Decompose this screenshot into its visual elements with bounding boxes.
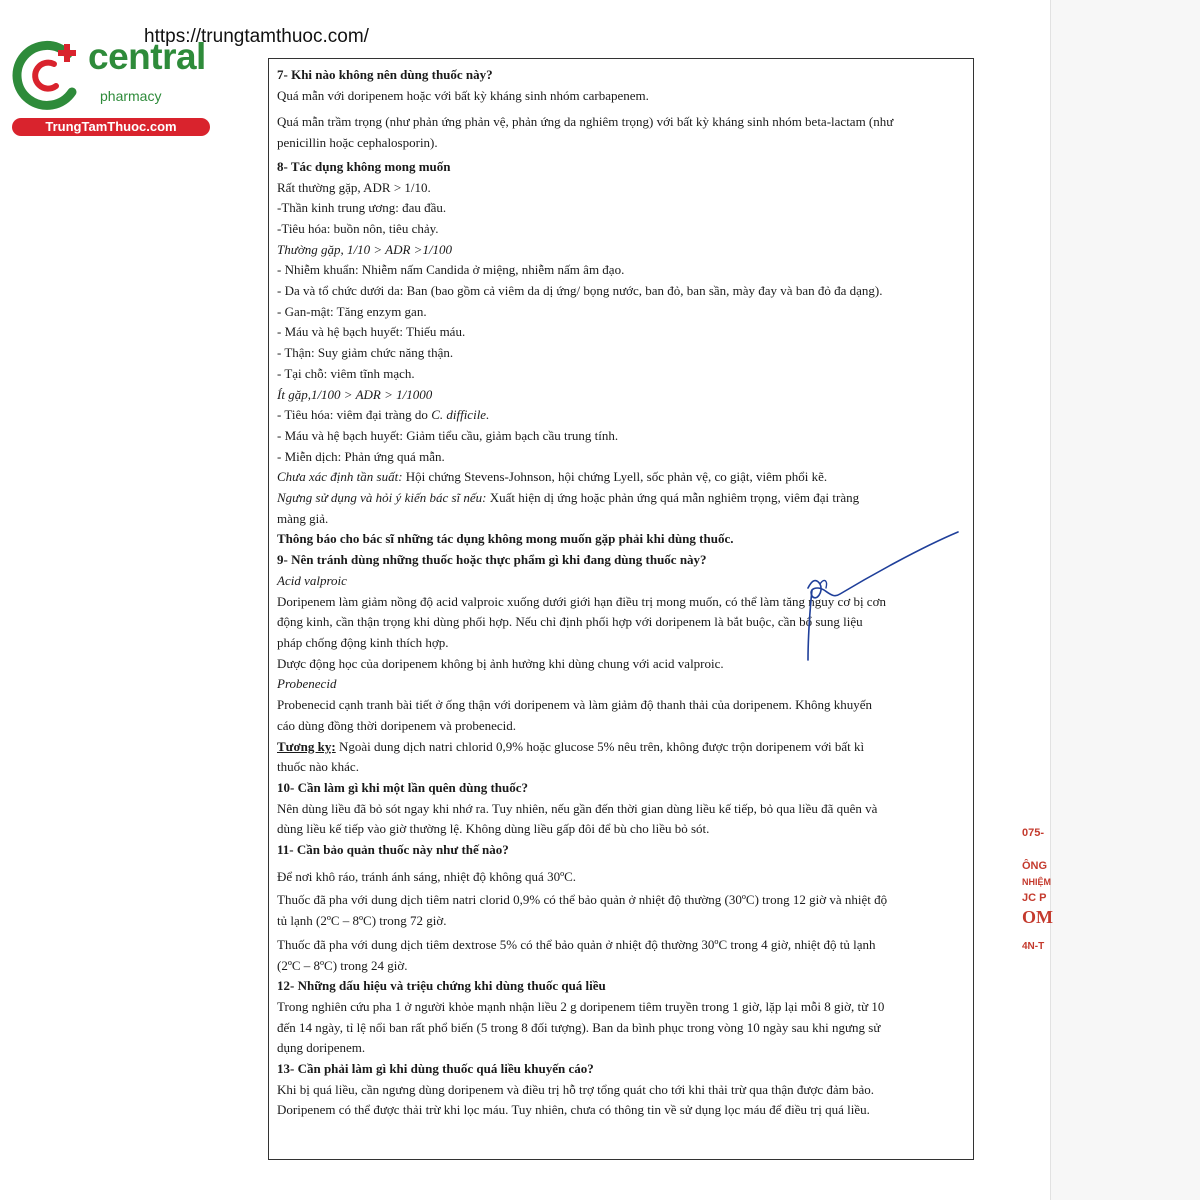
label: Ngưng sử dụng và hỏi ý kiến bác sĩ nếu: [277, 490, 487, 506]
paragraph: pháp chống động kinh thích hợp. [277, 634, 449, 650]
section-7-title: 7- Khi nào không nên dùng thuốc này? [277, 67, 493, 82]
item-text: - Tiêu hóa: viêm đại tràng do [277, 407, 432, 423]
paragraph: dụng doripenem. [277, 1040, 366, 1056]
organism-name: C. difficile. [431, 407, 490, 423]
list-item: - Gan-mật: Tăng enzym gan. [277, 303, 427, 319]
paragraph: đến 14 ngày, tỉ lệ nổi ban rất phổ biến (5 trong 8 đối tượng). Ban da bình phục trong vòng 10 ngày sau khi ngưng sử [277, 1019, 881, 1035]
section-12-title: 12- Những dấu hiệu và triệu chứng khi dùng thuốc quá liều [277, 978, 606, 994]
paragraph: Quá mẫn trầm trọng (như phản ứng phản vệ, phản ứng da nghiêm trọng) với bất kỳ kháng sinh nhóm beta-lactam (như [277, 114, 894, 130]
list-item: - Máu và hệ bạch huyết: Thiếu máu. [277, 324, 466, 340]
paragraph: Thuốc đã pha với dung dịch tiêm natri clorid 0,9% có thể bảo quản ở nhiệt độ thường (30ºC) trong 12 giờ và nhiệt độ [277, 892, 888, 908]
frequency-heading: Rất thường gặp, ADR > 1/10. [277, 179, 431, 195]
logo-subtitle: pharmacy [100, 88, 162, 104]
stamp-text: OM [1022, 907, 1053, 927]
source-url[interactable]: https://trungtamthuoc.com/ [144, 26, 369, 47]
section-11-title: 11- Cần bảo quản thuốc này như thế nào? [277, 842, 509, 858]
paragraph [277, 488, 965, 509]
paragraph: Quá mẫn với doripenem hoặc với bất kỳ kháng sinh nhóm carbapenem. [277, 87, 649, 103]
frequency-heading: Thường gặp, 1/10 > ADR >1/100 [277, 241, 453, 257]
list-item: - Thận: Suy giảm chức năng thận. [277, 345, 454, 361]
label: Tương kỵ: [277, 738, 336, 754]
text: Hội chứng Stevens-Johnson, hội chứng Lyell, sốc phản vệ, co giật, viêm phổi kẽ. [402, 469, 828, 485]
logo-site-badge: TrungTamThuoc.com [12, 118, 210, 136]
paragraph: Doripenem có thể được thải trừ khi lọc máu. Tuy nhiên, chưa có thông tin về sử dụng lọc máu để điều trị quá liều. [277, 1102, 870, 1118]
list-item: -Tiêu hóa: buồn nôn, tiêu chảy. [277, 220, 439, 236]
paragraph: Dược động học của doripenem không bị ảnh hưởng khi dùng chung với acid valproic. [277, 655, 724, 671]
paragraph [277, 737, 965, 758]
section-10-title: 10- Cần làm gì khi một lần quên dùng thuốc? [277, 779, 529, 795]
subheading: Probenecid [277, 676, 337, 692]
stamp-text: JC P [1022, 892, 1047, 904]
stamp-text: 075- [1022, 827, 1045, 839]
section-9-title: 9- Nên tránh dùng những thuốc hoặc thực phẩm gì khi đang dùng thuốc này? [277, 552, 707, 568]
logo-wordmark: central [88, 36, 206, 77]
list-item: - Tại chỗ: viêm tĩnh mạch. [277, 365, 415, 381]
paragraph: động kinh, cần thận trọng khi dùng phối hợp. Nếu chỉ định phối hợp với doripenem là bắt buộc, cần bổ sung liệu [277, 614, 863, 630]
frequency-heading: Ít gặp,1/100 > ADR > 1/1000 [277, 386, 433, 402]
paragraph: tủ lạnh (2ºC – 8ºC) trong 72 giờ. [277, 913, 447, 929]
paragraph: dùng liều kế tiếp vào giờ thường lệ. Không dùng liều gấp đôi để bù cho liều bỏ sót. [277, 821, 710, 837]
paragraph: Probenecid cạnh tranh bài tiết ở ống thận với doripenem và làm giảm độ thanh thải của doripenem. Không khuyến [277, 697, 872, 713]
list-item: - Máu và hệ bạch huyết: Giảm tiểu cầu, giảm bạch cầu trung tính. [277, 427, 619, 443]
paragraph: Thuốc đã pha với dung dịch tiêm dextrose 5% có thể bảo quản ở nhiệt độ thường 30ºC trong 4 giờ, nhiệt độ tủ lạnh [277, 936, 876, 952]
text: Ngoài dung dịch natri chlorid 0,9% hoặc glucose 5% nêu trên, không được trộn doripenem với bất kì [335, 738, 865, 754]
paragraph: penicillin hoặc cephalosporin). [277, 135, 438, 151]
section-13-title: 13- Cần phải làm gì khi dùng thuốc quá liều khuyến cáo? [277, 1061, 594, 1077]
stamp-text: 4N-T [1022, 941, 1045, 952]
list-item: -Thần kinh trung ương: đau đầu. [277, 200, 447, 216]
list-item [277, 405, 965, 426]
label: Chưa xác định tần suất: [277, 469, 403, 485]
text: Xuất hiện dị ứng hoặc phản ứng quá mẫn nghiêm trọng, viêm đại tràng [486, 490, 860, 506]
list-item: - Miễn dịch: Phản ứng quá mẫn. [277, 448, 445, 464]
paragraph [277, 467, 965, 488]
stamp-text: ÔNG [1022, 860, 1048, 872]
list-item: - Da và tổ chức dưới da: Ban (bao gồm cả viêm da dị ứng/ bọng nước, ban đỏ, ban sần, mày đay và ban đỏ đa dạng). [277, 283, 883, 299]
paragraph: Trong nghiên cứu pha 1 ở người khỏe mạnh nhận liều 2 g doripenem tiêm truyền trong 1 giờ, lặp lại mỗi 8 giờ, từ 10 [277, 998, 885, 1014]
paragraph: Để nơi khô ráo, tránh ánh sáng, nhiệt độ không quá 30ºC. [277, 868, 577, 884]
list-item: - Nhiễm khuẩn: Nhiễm nấm Candida ở miệng, nhiễm nấm âm đạo. [277, 262, 625, 278]
page-edge-strip [1050, 0, 1200, 1200]
notify-statement: Thông báo cho bác sĩ những tác dụng không mong muốn gặp phải khi dùng thuốc. [277, 531, 734, 547]
central-pharmacy-logo[interactable] [10, 36, 220, 138]
section-8-title: 8- Tác dụng không mong muốn [277, 158, 451, 174]
stamp-text: NHIỆM [1022, 877, 1051, 887]
paragraph: thuốc nào khác. [277, 759, 359, 775]
paragraph: Nên dùng liều đã bỏ sót ngay khi nhớ ra. Tuy nhiên, nếu gần đến thời gian dùng liều kế tiếp, bỏ qua liều đã quên và [277, 800, 878, 816]
logo-icon [10, 36, 86, 114]
paragraph: Khi bị quá liều, cần ngưng dùng doripenem và điều trị hỗ trợ tổng quát cho tới khi thải trừ qua thận được đảm bảo. [277, 1081, 875, 1097]
paragraph: màng giả. [277, 510, 329, 526]
paragraph: Doripenem làm giảm nồng độ acid valproic xuống dưới giới hạn điều trị mong muốn, có thể làm tăng nguy cơ bị cơn [277, 593, 886, 609]
subheading: Acid valproic [277, 572, 347, 588]
red-stamp-fragment [1022, 828, 1062, 952]
leaflet-page [268, 58, 974, 1160]
paragraph: cáo dùng đồng thời doripenem và probenecid. [277, 717, 517, 733]
paragraph: (2ºC – 8ºC) trong 24 giờ. [277, 957, 408, 973]
